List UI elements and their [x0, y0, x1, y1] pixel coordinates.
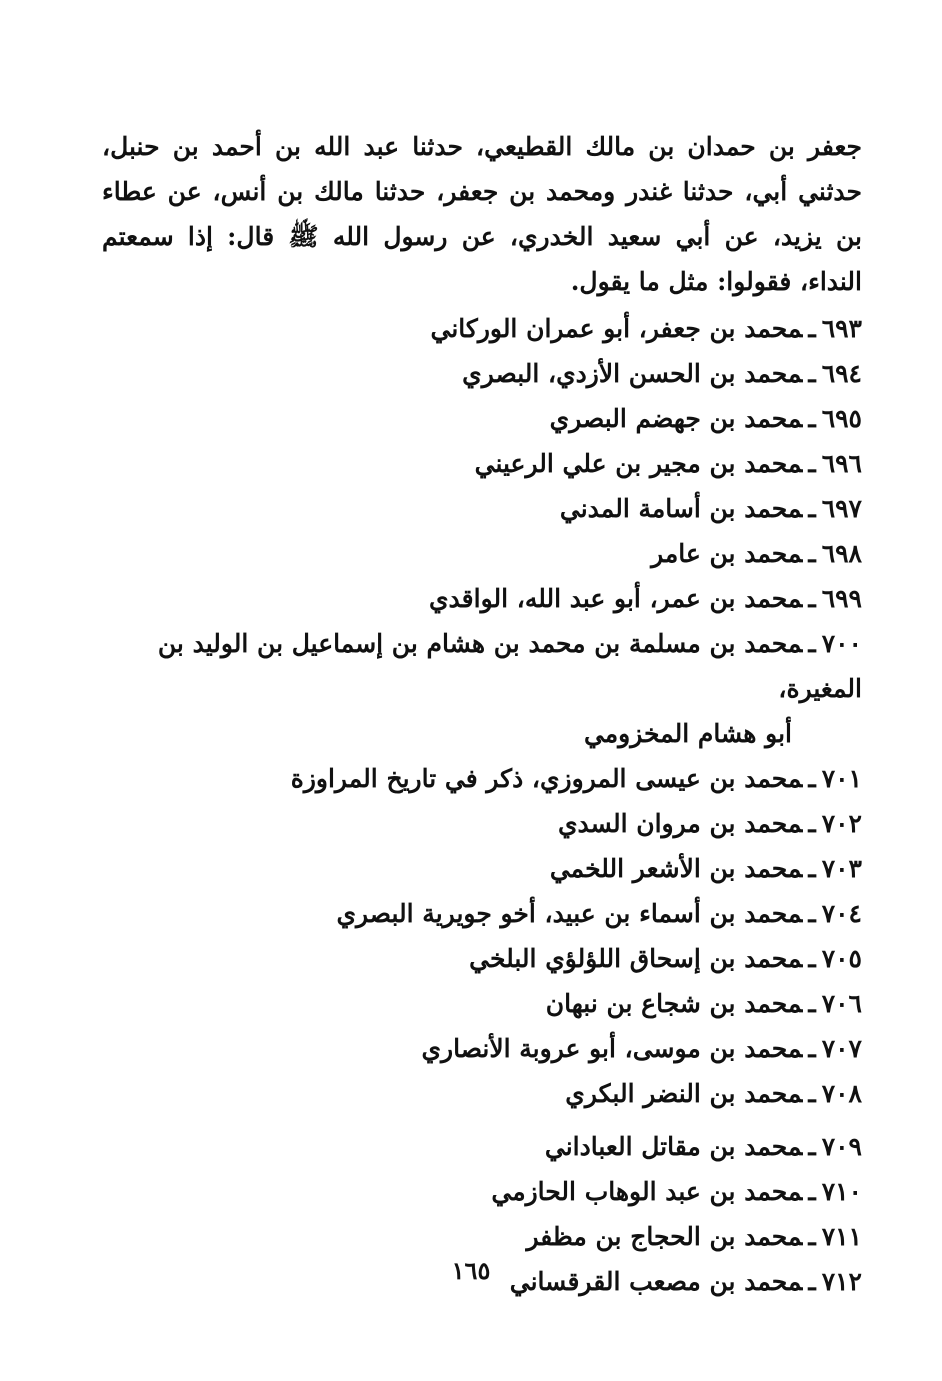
list-item [102, 621, 862, 756]
entry-number: ٦٩٩ [821, 584, 862, 613]
entry-number: ٦٩٧ [821, 494, 862, 523]
entry-separator: ـ [808, 314, 816, 343]
entry-number: ٧١١ [821, 1222, 862, 1251]
entry-number: ٧٠٩ [821, 1132, 862, 1161]
narrator-list [102, 306, 862, 1304]
entry-number: ٧٠٦ [821, 989, 862, 1018]
list-item [102, 396, 862, 441]
entry-separator: ـ [808, 629, 816, 658]
list-item [102, 441, 862, 486]
entry-separator: ـ [808, 1222, 816, 1251]
list-item [102, 486, 862, 531]
list-item [102, 1169, 862, 1214]
entry-text: محمد بن مروان السدي [557, 809, 803, 838]
entry-text-continued: أبو هشام المخزومي [583, 719, 792, 748]
entry-number: ٦٩٨ [821, 539, 862, 568]
list-item [102, 531, 862, 576]
entry-text: محمد بن مقاتل العباداني [544, 1132, 803, 1161]
entry-text: محمد بن موسى، أبو عروبة الأنصاري [421, 1034, 803, 1063]
entry-text: محمد بن عبد الوهاب الحازمي [491, 1177, 803, 1206]
list-item [102, 1026, 862, 1071]
entry-separator: ـ [808, 1267, 816, 1296]
list-item [102, 981, 862, 1026]
entry-separator: ـ [808, 989, 816, 1018]
entry-text: محمد بن شجاع بن نبهان [545, 989, 803, 1018]
entry-number: ٧٠٢ [821, 809, 862, 838]
entry-text: محمد بن جعفر، أبو عمران الوركاني [430, 314, 803, 343]
entry-text: محمد بن عيسى المروزي، ذكر في تاريخ المراوزة [290, 764, 803, 793]
entry-number: ٧٠١ [821, 764, 862, 793]
entry-number: ٧٠٥ [821, 944, 862, 973]
list-item [102, 351, 862, 396]
entry-text: محمد بن مصعب القرقساني [509, 1267, 803, 1296]
entry-separator: ـ [808, 494, 816, 523]
entry-text: محمد بن النضر البكري [565, 1079, 803, 1108]
entry-number: ٦٩٦ [821, 449, 862, 478]
entry-number: ٧١٢ [821, 1267, 862, 1296]
entry-text: محمد بن مسلمة بن محمد بن هشام بن إسماعيل بن الوليد بن المغيرة، [157, 629, 862, 703]
entry-separator: ـ [808, 944, 816, 973]
entry-separator: ـ [808, 584, 816, 613]
entry-separator: ـ [808, 809, 816, 838]
entry-text: محمد بن عامر [651, 539, 803, 568]
list-item [102, 576, 862, 621]
list-item [102, 801, 862, 846]
entry-text: محمد بن أسماء بن عبيد، أخو جويرية البصري [336, 899, 803, 928]
page-number: ١٦٥ [451, 1256, 491, 1285]
entry-separator: ـ [808, 539, 816, 568]
entry-separator: ـ [808, 404, 816, 433]
entry-separator: ـ [808, 764, 816, 793]
entry-number: ٧٠٣ [821, 854, 862, 883]
entry-text: محمد بن عمر، أبو عبد الله، الواقدي [428, 584, 803, 613]
entry-number: ٧٠٠ [821, 629, 862, 658]
entry-text: محمد بن الأشعر اللخمي [549, 854, 803, 883]
list-item [102, 306, 862, 351]
entry-separator: ـ [808, 1132, 816, 1161]
entry-separator: ـ [808, 1034, 816, 1063]
list-item [102, 846, 862, 891]
entry-separator: ـ [808, 899, 816, 928]
list-item [102, 1124, 862, 1169]
entry-number: ٦٩٣ [821, 314, 862, 343]
list-item [102, 891, 862, 936]
entry-separator: ـ [808, 1079, 816, 1108]
entry-text: محمد بن الحجاج بن مظفر [526, 1222, 803, 1251]
entry-number: ٧٠٧ [821, 1034, 862, 1063]
entry-text: محمد بن أسامة المدني [559, 494, 803, 523]
entry-separator: ـ [808, 1177, 816, 1206]
list-item [102, 936, 862, 981]
list-item [102, 1071, 862, 1116]
entry-text: محمد بن مجير بن علي الرعيني [474, 449, 803, 478]
entry-number: ٧١٠ [821, 1177, 862, 1206]
entry-separator: ـ [808, 359, 816, 388]
entry-number: ٧٠٤ [821, 899, 862, 928]
list-item [102, 756, 862, 801]
entry-number: ٦٩٤ [821, 359, 862, 388]
list-item [102, 1214, 862, 1259]
entry-number: ٦٩٥ [821, 404, 862, 433]
entry-number: ٧٠٨ [821, 1079, 862, 1108]
entry-separator: ـ [808, 449, 816, 478]
entry-text: محمد بن جهضم البصري [549, 404, 803, 433]
entry-text: محمد بن الحسن الأزدي، البصري [462, 359, 803, 388]
entry-text: محمد بن إسحاق اللؤلؤي البلخي [469, 944, 803, 973]
intro-paragraph [102, 124, 862, 304]
entry-separator: ـ [808, 854, 816, 883]
intro-text: جعفر بن حمدان بن مالك القطيعي، حدثنا عبد الله بن أحمد بن حنبل، حدثني أبي، حدثنا غندر ومحمد بن جعفر، حدثنا مالك بن أنس، عن عطاء بن يزيد، عن أبي سعيد الخدري، عن رسول الله ﷺ قال: إذا سمعتم النداء، فقولوا: مثل ما يقول. [102, 132, 862, 296]
